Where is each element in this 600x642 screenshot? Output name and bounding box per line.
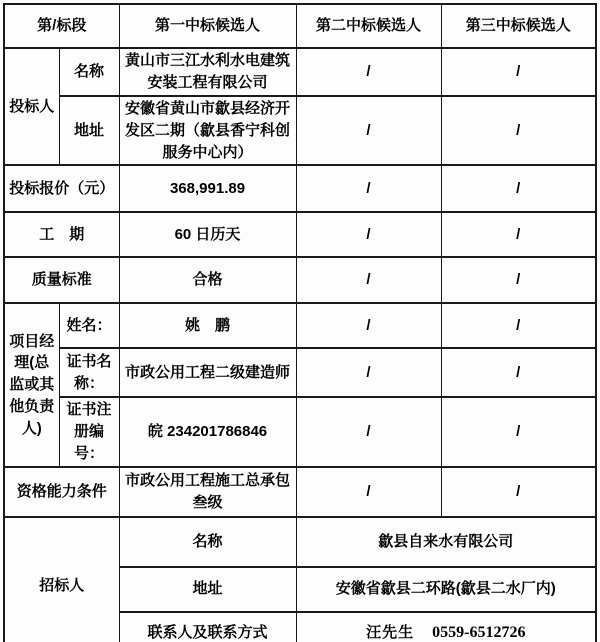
slash-cell: /: [296, 96, 441, 165]
manager-name-row: [4, 303, 596, 348]
slash-cell: /: [296, 397, 441, 466]
slash-cell: /: [441, 165, 596, 212]
bidder-name-label: 名称: [59, 48, 119, 96]
header-cell-second-candidate: 第二中标候选人: [296, 4, 441, 48]
slash-cell: /: [441, 212, 596, 257]
tenderee-name-value: 歙县自来水有限公司: [296, 517, 596, 567]
contact-phone-number: 0559-6512726: [432, 624, 526, 642]
tenderee-name-row: [4, 517, 596, 567]
manager-group-label: 项目经理(总监或其他负责人): [4, 303, 59, 466]
slash-cell: /: [441, 257, 596, 303]
duration-value: 60 日历天: [119, 212, 296, 257]
price-value: 368,991.89: [119, 165, 296, 212]
slash-cell: /: [296, 348, 441, 397]
manager-cert-name-row: [4, 348, 596, 397]
bidder-address-label: 地址: [59, 96, 119, 165]
tenderee-name-label: 名称: [119, 517, 296, 567]
bidder-group-label: 投标人: [4, 48, 59, 165]
slash-cell: /: [441, 467, 596, 517]
slash-cell: /: [441, 96, 596, 165]
slash-cell: /: [441, 303, 596, 348]
qualification-value: 市政公用工程施工总承包叁级: [119, 467, 296, 517]
tenderee-contact-value: [296, 612, 596, 642]
bidder-address-row: [4, 96, 596, 165]
quality-label: 质量标准: [4, 257, 119, 303]
price-label: 投标报价（元）: [4, 165, 119, 212]
slash-cell: /: [441, 397, 596, 466]
header-row: [4, 4, 596, 48]
manager-name-value: 姚 鹏: [119, 303, 296, 348]
tenderee-address-label: 地址: [119, 567, 296, 612]
tenderee-contact-label: 联系人及联系方式: [119, 612, 296, 642]
slash-cell: /: [296, 303, 441, 348]
slash-cell: /: [296, 257, 441, 303]
contact-person-name: 汪先生: [366, 624, 415, 642]
bid-candidates-table: [3, 3, 597, 642]
slash-cell: /: [441, 348, 596, 397]
cert-no-value: 皖 234201786846: [119, 397, 296, 466]
slash-cell: /: [296, 165, 441, 212]
quality-row: [4, 257, 596, 303]
qualification-row: [4, 467, 596, 517]
cert-no-label: 证书注册编号：: [59, 397, 119, 466]
bidder-address-value: 安徽省黄山市歙县经济开发区二期（歙县香宁科创服务中心内）: [119, 96, 296, 165]
manager-name-label: 姓名：: [59, 303, 119, 348]
bidder-name-row: [4, 48, 596, 96]
header-cell-section: 第/标段: [4, 4, 119, 48]
manager-cert-no-row: [4, 397, 596, 466]
cert-name-value: 市政公用工程二级建造师: [119, 348, 296, 397]
slash-cell: /: [296, 467, 441, 517]
duration-row: [4, 212, 596, 257]
qualification-label: 资格能力条件: [4, 467, 119, 517]
bidder-name-value: 黄山市三江水利水电建筑安装工程有限公司: [119, 48, 296, 96]
duration-label: 工 期: [4, 212, 119, 257]
tenderee-address-value: 安徽省歙县二环路(歙县二水厂内): [296, 567, 596, 612]
header-cell-third-candidate: 第三中标候选人: [441, 4, 596, 48]
slash-cell: /: [296, 212, 441, 257]
quality-value: 合格: [119, 257, 296, 303]
slash-cell: /: [441, 48, 596, 96]
tenderee-group-label: 招标人: [4, 517, 119, 642]
price-row: [4, 165, 596, 212]
cert-name-label: 证书名称：: [59, 348, 119, 397]
header-cell-first-candidate: 第一中标候选人: [119, 4, 296, 48]
slash-cell: /: [296, 48, 441, 96]
